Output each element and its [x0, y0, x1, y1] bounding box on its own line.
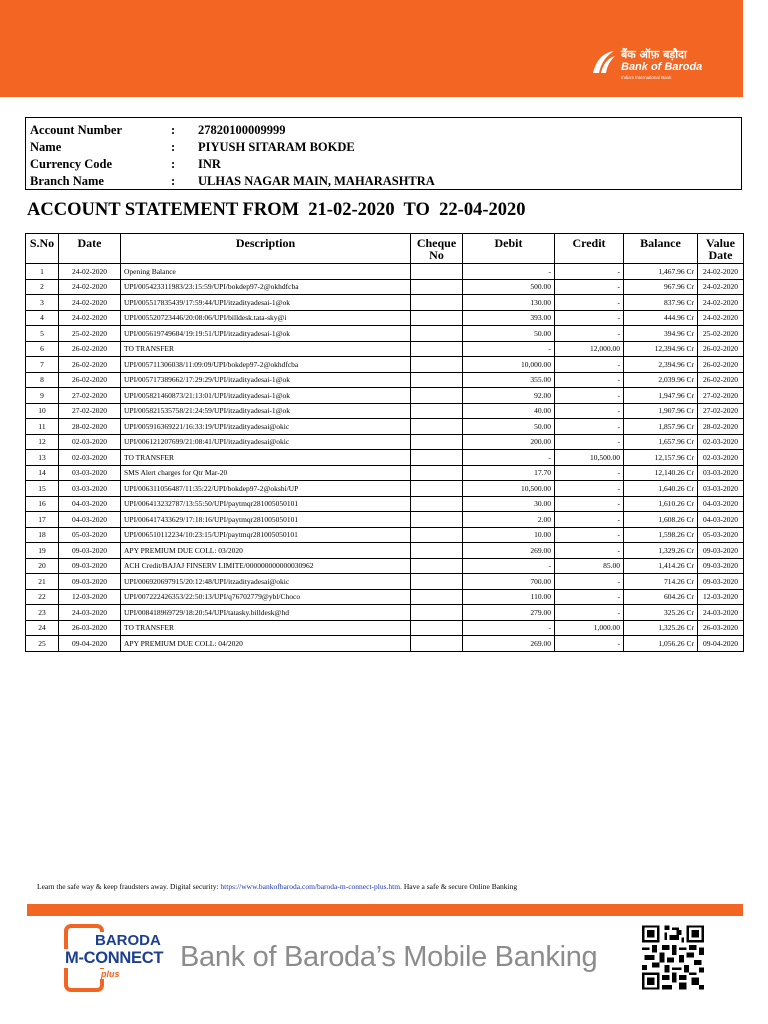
cell-description: UPI/005821460873/21:13:01/UPI/itzadityadesai-1@ok: [121, 388, 411, 404]
cell-credit: -: [555, 310, 624, 326]
field-label: Currency Code: [30, 157, 113, 171]
cell-value-date: 09-03-2020: [698, 574, 744, 590]
cell-date: 09-04-2020: [59, 636, 121, 652]
qr-code-icon: [642, 925, 704, 990]
cell-balance: 2,039.96 Cr: [624, 372, 698, 388]
cell-date: 26-03-2020: [59, 620, 121, 636]
table-row: [26, 496, 744, 512]
cell-debit: 10,500.00: [463, 481, 555, 497]
cell-credit: 1,000.00: [555, 620, 624, 636]
cell-cheque-no: [411, 620, 463, 636]
cell-cheque-no: [411, 589, 463, 605]
cell-value-date: 26-02-2020: [698, 357, 744, 373]
col-header-cheque-l2: No: [429, 248, 444, 262]
cell-debit: 40.00: [463, 403, 555, 419]
cell-sno: 19: [26, 543, 59, 559]
cell-date: 05-03-2020: [59, 527, 121, 543]
account-name-row: [30, 139, 737, 156]
cell-cheque-no: [411, 636, 463, 652]
cell-value-date: 26-03-2020: [698, 620, 744, 636]
table-row: [26, 388, 744, 404]
cell-value-date: 02-03-2020: [698, 450, 744, 466]
table-row: [26, 264, 744, 280]
field-separator: :: [171, 140, 176, 154]
cell-cheque-no: [411, 481, 463, 497]
cell-sno: 13: [26, 450, 59, 466]
cell-debit: 30.00: [463, 496, 555, 512]
cell-description: TO TRANSFER: [121, 341, 411, 357]
cell-cheque-no: [411, 496, 463, 512]
cell-balance: 2,394.96 Cr: [624, 357, 698, 373]
cell-sno: 5: [26, 326, 59, 342]
cell-credit: -: [555, 543, 624, 559]
cell-balance: 394.96 Cr: [624, 326, 698, 342]
cell-balance: 1,657.96 Cr: [624, 434, 698, 450]
cell-date: 12-03-2020: [59, 589, 121, 605]
cell-sno: 25: [26, 636, 59, 652]
cell-credit: -: [555, 372, 624, 388]
bank-logo: [590, 47, 730, 87]
cell-sno: 15: [26, 481, 59, 497]
footer-banner-stripe: [27, 904, 743, 916]
cell-cheque-no: [411, 434, 463, 450]
field-label: Name: [30, 140, 62, 154]
cell-date: 03-03-2020: [59, 481, 121, 497]
cell-value-date: 04-03-2020: [698, 512, 744, 528]
cell-description: UPI/006417433629/17:18:16/UPI/paytmqr281005050101: [121, 512, 411, 528]
cell-credit: -: [555, 295, 624, 311]
cell-debit: 393.00: [463, 310, 555, 326]
cell-sno: 10: [26, 403, 59, 419]
cell-debit: -: [463, 620, 555, 636]
cell-cheque-no: [411, 605, 463, 621]
table-row: [26, 512, 744, 528]
cell-date: 27-02-2020: [59, 388, 121, 404]
transactions-body: [26, 264, 744, 652]
cell-sno: 18: [26, 527, 59, 543]
app-logo-line2: M-CONNECT: [65, 949, 164, 967]
cell-balance: 1,329.26 Cr: [624, 543, 698, 559]
table-row: [26, 450, 744, 466]
cell-date: 09-03-2020: [59, 543, 121, 559]
cell-description: UPI/007222426353/22:50:13/UPI/q76702779@ybl/Choco: [121, 589, 411, 605]
cell-description: TO TRANSFER: [121, 620, 411, 636]
cell-description: UPI/005423311983/23:15:59/UPI/bokdep97-2@okhdfcba: [121, 279, 411, 295]
cell-description: UPI/006311056487/11:35:22/UPI/bokdep97-2@oksbi/UP: [121, 481, 411, 497]
cell-cheque-no: [411, 279, 463, 295]
cell-credit: -: [555, 527, 624, 543]
bank-name-english: Bank of Baroda: [621, 61, 703, 73]
cell-debit: 130.00: [463, 295, 555, 311]
cell-balance: 1,640.26 Cr: [624, 481, 698, 497]
security-note-prefix: Learn the safe way & keep fraudsters away. Digital security:: [37, 882, 221, 891]
cell-balance: 444.96 Cr: [624, 310, 698, 326]
cell-debit: 269.00: [463, 636, 555, 652]
cell-value-date: 03-03-2020: [698, 481, 744, 497]
cell-cheque-no: [411, 341, 463, 357]
cell-credit: 10,500.00: [555, 450, 624, 466]
cell-debit: 17.70: [463, 465, 555, 481]
cell-cheque-no: [411, 465, 463, 481]
col-header-cheque-no: [411, 234, 463, 264]
cell-debit: 200.00: [463, 434, 555, 450]
cell-sno: 20: [26, 558, 59, 574]
cell-date: 02-03-2020: [59, 434, 121, 450]
cell-date: 27-02-2020: [59, 403, 121, 419]
cell-credit: -: [555, 434, 624, 450]
table-row: [26, 372, 744, 388]
cell-sno: 8: [26, 372, 59, 388]
cell-cheque-no: [411, 403, 463, 419]
cell-credit: 12,000.00: [555, 341, 624, 357]
cell-balance: 1,467.96 Cr: [624, 264, 698, 280]
cell-debit: 10.00: [463, 527, 555, 543]
cell-date: 24-02-2020: [59, 310, 121, 326]
col-header-description: Description: [121, 234, 411, 264]
cell-value-date: 24-02-2020: [698, 295, 744, 311]
cell-value-date: 26-02-2020: [698, 372, 744, 388]
cell-description: UPI/006413232787/13:55:50/UPI/paytmqr281005050101: [121, 496, 411, 512]
cell-sno: 2: [26, 279, 59, 295]
cell-debit: 700.00: [463, 574, 555, 590]
cell-credit: -: [555, 403, 624, 419]
cell-cheque-no: [411, 372, 463, 388]
bank-tagline: India's International Bank: [621, 75, 672, 80]
bank-name-hindi: बैंक ऑफ़ बड़ौदा: [621, 48, 687, 61]
cell-cheque-no: [411, 388, 463, 404]
cell-date: 09-03-2020: [59, 574, 121, 590]
table-row: [26, 605, 744, 621]
table-row: [26, 326, 744, 342]
col-header-sno: S.No: [26, 234, 59, 264]
cell-balance: 12,140.26 Cr: [624, 465, 698, 481]
table-row: [26, 403, 744, 419]
cell-sno: 11: [26, 419, 59, 435]
cell-debit: 500.00: [463, 279, 555, 295]
cell-description: ACH Credit/BAJAJ FINSERV LIMITE/000000000000030962: [121, 558, 411, 574]
cell-debit: 92.00: [463, 388, 555, 404]
account-number-value: 27820100009999: [198, 123, 286, 137]
cell-balance: 12,157.96 Cr: [624, 450, 698, 466]
cell-balance: 837.96 Cr: [624, 295, 698, 311]
cell-cheque-no: [411, 419, 463, 435]
field-separator: :: [171, 123, 176, 137]
cell-description: UPI/005517835439/17:59:44/UPI/itzadityadesai-1@ok: [121, 295, 411, 311]
cell-debit: 269.00: [463, 543, 555, 559]
security-note: [37, 882, 517, 891]
cell-credit: -: [555, 512, 624, 528]
cell-credit: 85.00: [555, 558, 624, 574]
table-row: [26, 419, 744, 435]
cell-debit: -: [463, 341, 555, 357]
branch-name-row: [30, 173, 737, 190]
table-row: [26, 465, 744, 481]
cell-value-date: 24-03-2020: [698, 605, 744, 621]
cell-description: UPI/008418969729/18:20:54/UPI/tatasky.billdesk@hd: [121, 605, 411, 621]
cell-credit: -: [555, 419, 624, 435]
field-label: Branch Name: [30, 174, 104, 188]
cell-cheque-no: [411, 264, 463, 280]
table-row: [26, 357, 744, 373]
cell-balance: 1,610.26 Cr: [624, 496, 698, 512]
cell-value-date: 03-03-2020: [698, 465, 744, 481]
cell-cheque-no: [411, 574, 463, 590]
cell-sno: 17: [26, 512, 59, 528]
cell-debit: 110.00: [463, 589, 555, 605]
cell-debit: 50.00: [463, 419, 555, 435]
cell-value-date: 27-02-2020: [698, 403, 744, 419]
cell-balance: 604.26 Cr: [624, 589, 698, 605]
cell-value-date: 24-02-2020: [698, 310, 744, 326]
cell-description: UPI/005821535758/21:24:59/UPI/itzadityadesai-1@ok: [121, 403, 411, 419]
table-row: [26, 589, 744, 605]
cell-cheque-no: [411, 527, 463, 543]
cell-credit: -: [555, 574, 624, 590]
cell-description: UPI/006920697915/20:12:48/UPI/itzadityadesai@okic: [121, 574, 411, 590]
cell-date: 24-02-2020: [59, 295, 121, 311]
cell-balance: 1,907.96 Cr: [624, 403, 698, 419]
cell-balance: 1,947.96 Cr: [624, 388, 698, 404]
cell-sno: 16: [26, 496, 59, 512]
security-note-suffix: Have a safe & secure Online Banking: [401, 882, 518, 891]
cell-date: 09-03-2020: [59, 558, 121, 574]
cell-sno: 24: [26, 620, 59, 636]
col-header-cheque-l1: Cheque: [416, 236, 457, 250]
cell-value-date: 09-03-2020: [698, 543, 744, 559]
field-separator: :: [171, 174, 176, 188]
cell-balance: 1,608.26 Cr: [624, 512, 698, 528]
cell-description: TO TRANSFER: [121, 450, 411, 466]
cell-sno: 1: [26, 264, 59, 280]
table-row: [26, 558, 744, 574]
cell-value-date: 24-02-2020: [698, 264, 744, 280]
cell-cheque-no: [411, 558, 463, 574]
field-label: Account Number: [30, 123, 123, 137]
cell-sno: 3: [26, 295, 59, 311]
col-header-value-l2: Date: [708, 248, 733, 262]
cell-balance: 714.26 Cr: [624, 574, 698, 590]
cell-date: 03-03-2020: [59, 465, 121, 481]
cell-description: Opening Balance: [121, 264, 411, 280]
table-row: [26, 527, 744, 543]
account-number-row: [30, 122, 737, 139]
cell-date: 04-03-2020: [59, 496, 121, 512]
cell-sno: 21: [26, 574, 59, 590]
cell-date: 26-02-2020: [59, 372, 121, 388]
cell-credit: -: [555, 636, 624, 652]
table-row: [26, 279, 744, 295]
cell-credit: -: [555, 388, 624, 404]
cell-description: UPI/005520723446/20:08:06/UPI/billdesk.tata-sky@i: [121, 310, 411, 326]
table-row: [26, 341, 744, 357]
app-logo-line3: plus: [101, 969, 120, 979]
cell-date: 25-02-2020: [59, 326, 121, 342]
statement-title: ACCOUNT STATEMENT FROM 21-02-2020 TO 22-04-2020: [27, 200, 526, 220]
cell-description: UPI/005711306038/11:09:09/UPI/bokdep97-2@okhdfcba: [121, 357, 411, 373]
cell-value-date: 05-03-2020: [698, 527, 744, 543]
cell-date: 04-03-2020: [59, 512, 121, 528]
cell-date: 24-02-2020: [59, 279, 121, 295]
cell-credit: -: [555, 589, 624, 605]
cell-description: UPI/006510112234/10:23:15/UPI/paytmqr281005050101: [121, 527, 411, 543]
table-row: [26, 574, 744, 590]
cell-debit: -: [463, 450, 555, 466]
app-logo-line1: BARODA: [95, 932, 161, 949]
cell-sno: 14: [26, 465, 59, 481]
bank-logo-icon: [590, 49, 616, 75]
cell-value-date: 27-02-2020: [698, 388, 744, 404]
cell-credit: -: [555, 481, 624, 497]
cell-balance: 1,414.26 Cr: [624, 558, 698, 574]
field-separator: :: [171, 157, 176, 171]
mconnect-logo: [62, 922, 164, 992]
cell-debit: 2.00: [463, 512, 555, 528]
cell-debit: -: [463, 558, 555, 574]
cell-value-date: 24-02-2020: [698, 279, 744, 295]
cell-balance: 1,056.26 Cr: [624, 636, 698, 652]
cell-credit: -: [555, 264, 624, 280]
table-header-row: [26, 234, 744, 264]
col-header-balance: Balance: [624, 234, 698, 264]
cell-sno: 22: [26, 589, 59, 605]
currency-code-row: [30, 156, 737, 173]
cell-balance: 1,857.96 Cr: [624, 419, 698, 435]
cell-value-date: 02-03-2020: [698, 434, 744, 450]
table-row: [26, 310, 744, 326]
account-details-box: [25, 117, 742, 190]
cell-debit: 50.00: [463, 326, 555, 342]
cell-balance: 1,598.26 Cr: [624, 527, 698, 543]
mobile-banking-banner: Bank of Baroda’s Mobile Banking: [180, 941, 598, 973]
security-link[interactable]: https://www.bankofbaroda.com/baroda-m-connect-plus.htm.: [220, 882, 402, 891]
col-header-debit: Debit: [463, 234, 555, 264]
cell-cheque-no: [411, 326, 463, 342]
table-row: [26, 481, 744, 497]
cell-value-date: 12-03-2020: [698, 589, 744, 605]
cell-balance: 325.26 Cr: [624, 605, 698, 621]
table-row: [26, 620, 744, 636]
cell-sno: 7: [26, 357, 59, 373]
cell-cheque-no: [411, 295, 463, 311]
cell-description: UPI/006121207699/21:08:41/UPI/itzadityadesai@okic: [121, 434, 411, 450]
cell-date: 24-02-2020: [59, 264, 121, 280]
transactions-table: [25, 233, 744, 652]
col-header-value-l1: Value: [706, 236, 735, 250]
cell-cheque-no: [411, 512, 463, 528]
cell-debit: 355.00: [463, 372, 555, 388]
cell-cheque-no: [411, 450, 463, 466]
table-row: [26, 636, 744, 652]
cell-date: 26-02-2020: [59, 341, 121, 357]
cell-date: 24-03-2020: [59, 605, 121, 621]
cell-cheque-no: [411, 543, 463, 559]
cell-debit: -: [463, 264, 555, 280]
table-row: [26, 295, 744, 311]
cell-credit: -: [555, 326, 624, 342]
cell-date: 26-02-2020: [59, 357, 121, 373]
cell-balance: 967.96 Cr: [624, 279, 698, 295]
cell-sno: 23: [26, 605, 59, 621]
cell-credit: -: [555, 279, 624, 295]
cell-value-date: 26-02-2020: [698, 341, 744, 357]
currency-code-value: INR: [198, 157, 221, 171]
cell-value-date: 09-04-2020: [698, 636, 744, 652]
branch-name-value: ULHAS NAGAR MAIN, MAHARASHTRA: [198, 174, 435, 188]
cell-balance: 1,325.26 Cr: [624, 620, 698, 636]
cell-cheque-no: [411, 310, 463, 326]
cell-description: APY PREMIUM DUE COLL: 03/2020: [121, 543, 411, 559]
cell-balance: 12,394.96 Cr: [624, 341, 698, 357]
cell-description: UPI/005916369221/16:33:19/UPI/itzadityadesai@okic: [121, 419, 411, 435]
cell-cheque-no: [411, 357, 463, 373]
cell-credit: -: [555, 496, 624, 512]
account-name-value: PIYUSH SITARAM BOKDE: [198, 140, 355, 154]
cell-description: UPI/005619749604/19:19:51/UPI/itzadityadesai-1@ok: [121, 326, 411, 342]
table-row: [26, 434, 744, 450]
cell-sno: 12: [26, 434, 59, 450]
cell-description: APY PREMIUM DUE COLL: 04/2020: [121, 636, 411, 652]
cell-value-date: 09-03-2020: [698, 558, 744, 574]
cell-sno: 9: [26, 388, 59, 404]
table-row: [26, 543, 744, 559]
col-header-credit: Credit: [555, 234, 624, 264]
cell-description: SMS Alert charges for Qtr Mar-20: [121, 465, 411, 481]
cell-value-date: 25-02-2020: [698, 326, 744, 342]
col-header-value-date: [698, 234, 744, 264]
cell-sno: 6: [26, 341, 59, 357]
cell-sno: 4: [26, 310, 59, 326]
cell-debit: 10,000.00: [463, 357, 555, 373]
cell-debit: 279.00: [463, 605, 555, 621]
cell-credit: -: [555, 465, 624, 481]
cell-value-date: 28-02-2020: [698, 419, 744, 435]
cell-date: 28-02-2020: [59, 419, 121, 435]
cell-credit: -: [555, 357, 624, 373]
col-header-date: Date: [59, 234, 121, 264]
cell-credit: -: [555, 605, 624, 621]
cell-value-date: 04-03-2020: [698, 496, 744, 512]
cell-date: 02-03-2020: [59, 450, 121, 466]
cell-description: UPI/005717389662/17:29:29/UPI/itzadityadesai-1@ok: [121, 372, 411, 388]
